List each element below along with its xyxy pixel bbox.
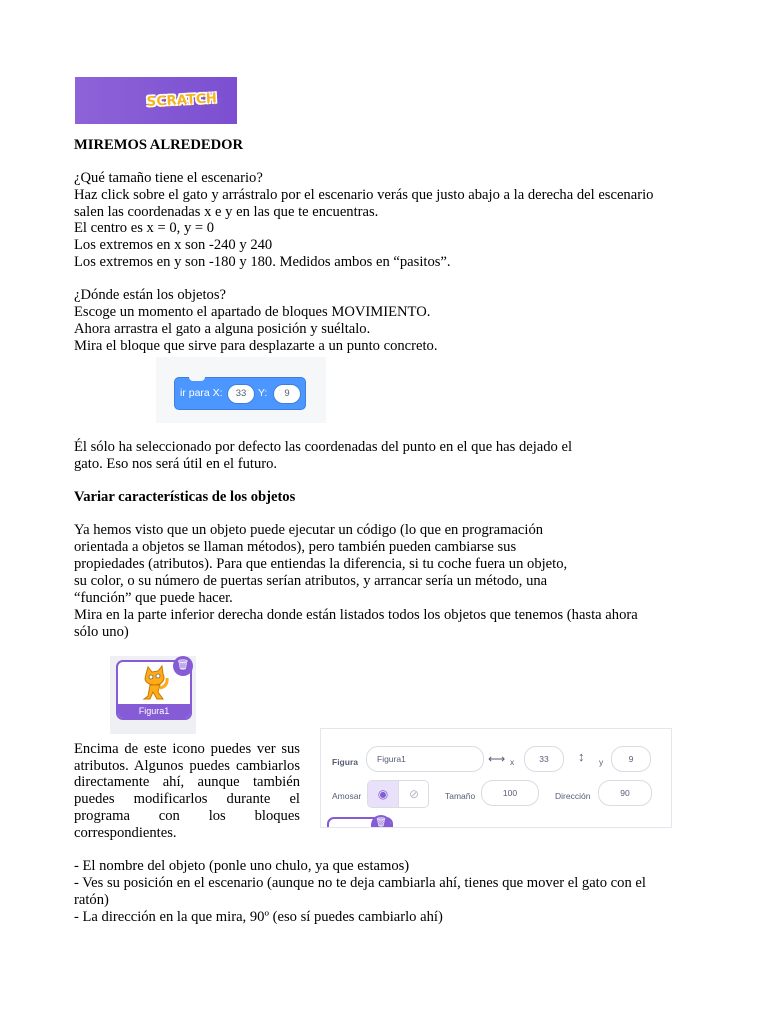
x-field: 33: [524, 746, 564, 772]
para4-line: sólo uno): [74, 624, 129, 640]
arrows-horizontal-icon: ⟷: [488, 752, 506, 766]
para1-line: Los extremos en x son -240 y 240: [74, 237, 273, 253]
para4-line: “función” que puede hacer.: [74, 590, 233, 606]
visibility-toggle: [367, 780, 429, 808]
para4-line: Ya hemos visto que un objeto puede ejecutar un código (lo que en programación: [74, 522, 544, 538]
para1-line: El centro es x = 0, y = 0: [74, 220, 215, 236]
para2-line: Escoge un momento el apartado de bloques MOVIMIENTO.: [74, 304, 431, 320]
eye-hidden-icon: ⊘: [398, 781, 429, 807]
heading-miremos: MIREMOS ALREDEDOR: [74, 137, 244, 153]
tamano-field: 100: [481, 780, 539, 806]
para3-line: gato. Eso nos será útil en el futuro.: [74, 456, 278, 472]
bullet-line: - El nombre del objeto (ponle uno chulo, ya que estamos): [74, 858, 410, 874]
goto-y-value: 9: [273, 384, 301, 404]
arrows-vertical-icon: ↕: [578, 749, 585, 764]
direccion-label: Dirección: [555, 791, 591, 801]
goto-xy-block-image: [156, 357, 326, 423]
tamano-label: Tamaño: [445, 791, 476, 801]
para2-line: Ahora arrastra el gato a alguna posición y suéltalo.: [74, 321, 371, 337]
goto-x-value: 33: [227, 384, 255, 404]
para2-line: Mira el bloque que sirve para desplazarte a un punto concreto.: [74, 338, 438, 354]
para4-line: orientada a objetos se llaman métodos), pero también pueden cambiarse sus: [74, 539, 517, 555]
goto-xy-block: [174, 377, 306, 410]
bullet-line: - La dirección en la que mira, 90º (eso sí puedes cambiarlo ahí): [74, 909, 443, 925]
figura-label: Figura: [332, 757, 358, 767]
figura-name-field: Figura1: [366, 746, 484, 772]
para1-line: salen las coordenadas x e y en las que te encuentras.: [74, 204, 379, 220]
heading-variar: Variar características de los objetos: [74, 489, 296, 505]
scratch-logo: [75, 77, 237, 124]
direccion-field: 90: [598, 780, 652, 806]
goto-xy-label: ir para X:: [180, 387, 223, 399]
bullet-line: - Ves su posición en el escenario (aunque no te deja cambiarla ahí, tienes que mover el gato con el: [74, 875, 646, 891]
sprite-thumbnail-image: [110, 656, 196, 734]
y-label: y: [599, 757, 604, 767]
para2-line: ¿Dónde están los objetos?: [74, 287, 226, 303]
mostrar-label: Amosar: [332, 791, 362, 801]
sprite-name-label: Figura1: [118, 704, 190, 718]
para4-line: su color, o su número de puertas serían atributos, y arrancar sería un método, una: [74, 573, 548, 589]
para3-line: Él sólo ha seleccionado por defecto las coordenadas del punto en el que has dejado el: [74, 439, 573, 455]
trash-icon: 🗑: [173, 656, 193, 676]
para1-line: Los extremos en y son -180 y 180. Medidos ambos en “pasitos”.: [74, 254, 451, 270]
side-text: Encima de este icono puedes ver sus atributos. Algunos puedes cambiarlos directamente ahí, aunque también puedes modificarlos durante el programa con los bloques correspondientes.: [74, 741, 300, 841]
scratch-logo-text: SCRATCH: [146, 91, 218, 110]
eye-icon: ◉: [368, 781, 398, 807]
x-label: x: [510, 757, 515, 767]
goto-y-label: Y:: [258, 387, 268, 399]
trash-icon-peek: 🗑: [371, 815, 391, 828]
para4-line: Mira en la parte inferior derecha donde están listados todos los objetos que tenemos (hasta ahora: [74, 607, 638, 623]
para1-line: ¿Qué tamaño tiene el escenario?: [74, 170, 263, 186]
bullet-line: ratón): [74, 892, 109, 908]
para1-line: Haz click sobre el gato y arrástralo por el escenario verás que justo abajo a la derecha del escenario: [74, 187, 654, 203]
para4-line: propiedades (atributos). Para que entiendas la diferencia, si tu coche fuera un objeto,: [74, 556, 568, 572]
y-field: 9: [611, 746, 651, 772]
sprite-info-panel-image: [320, 728, 672, 828]
